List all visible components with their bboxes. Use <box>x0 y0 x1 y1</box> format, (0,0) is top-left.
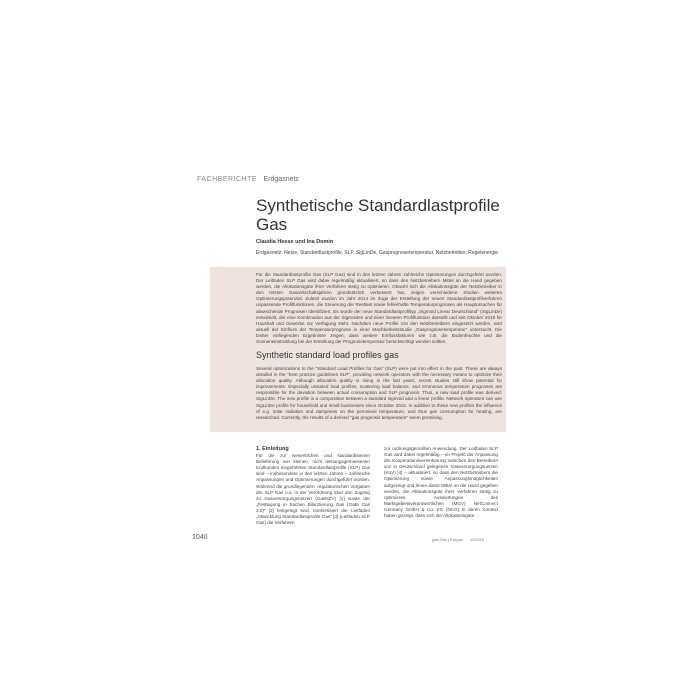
journal-name: gwf-Gas | Erdgas <box>432 537 463 542</box>
body-column-left <box>256 446 370 526</box>
article-authors: Claudia Hesse und Ina Domin <box>256 239 334 245</box>
page-number: 1040 <box>192 534 208 541</box>
abstract-german: Für die Standardlastprofile Gas (SLP Gas) sind in den letzten Jahren zahlreiche Optimierungen durchgeführt worden. Der Leitfaden SLP Gas wird dabei regelmäßig aktualisiert, so dass den Netzbetreibern Mittel an die Hand gegeben werden, die Allokationsgüte ihrer Verfahren stetig zu optimieren. Obwohl sich die Allokationsgüte der Netzbetreiber in den letzten Gaswirtschaftsjahren grundsätzlich verbessert hat, zeigen verschiedene Studien weiteren Optimierungspotenzial. Zuletzt wurden im Jahr 2014 im Zuge der Erstellung der neuen Standardlastprofilverfahren unpassende Profilfunktionen, die Steuerung der Restlast sowie fehlerhafte Temperaturprognosen als Hauptursachen für abweichende Prognosen identifiziert. Es wurde der neue Standardlastprofiltyp „Sigmoid Linear Deutschland“ (SigLinDe) entwickelt, der eine Kombination aus der Sigmoiden und einer linearen Profilfunktion darstellt und seit Oktober 2015 für Haushalt und Gewerbe zur Verfügung steht. Nachdem neue Profile von den Netzbetreibern eingesetzt werden, wird aktuell der Einfluss der Temperaturprognose in einer Machbarkeitsstudie „Gasprognosetemperatur“ untersucht. Die bisher vorliegenden Ergebnisse zeigen, dass weitere Einflussfaktoren wie z.B. die Bodenfeuchte und die Sonneneinstrahlung bei der Erstellung der Prognosetemperatur berücksichtigt werden sollten. <box>256 272 502 345</box>
body-text-left: Für die zur wesentlichen und standardisierten Belieferung von kleinen, nicht leistungsgemessenen Endkunden eingeführten Standardlastprofile (SLP) Gas sind – insbesondere in den letzten Jahren – zahlreiche Anpassungen und Optimierungen durchgeführt worden. Während die grundlegenden, regulatorischen Vorgaben der SLP Gas u.a. in der Verordnung über den Zugang zu Gasversorgungsnetzen (GasNZV) [1] sowie der „Festlegung in Sachen Bilanzierung Gas (GaBi Gas 2.0)“ [2] festgelegt sind, konkretisiert der Leitfaden „Abwicklung Standardlastprofile Gas“ [3] (Leitfaden SLP Gas) die Verfahren <box>256 453 370 526</box>
header-section: FACHBERICHTE <box>197 176 258 183</box>
article-title: Synthetische Standardlastprofile Gas <box>256 196 500 234</box>
header-subsection: Erdgasnetz <box>263 176 299 183</box>
body-column-right <box>384 446 498 519</box>
english-title: Synthetic standard load profiles gas <box>256 350 399 360</box>
article-keywords: Erdgasnetz, Netze, Standardlastprofile, SLP, SigLinDe, Gasprognosetemperatur, Netzbetreiber, Regelenergie <box>256 250 498 256</box>
journal-footer <box>432 537 490 542</box>
section-heading: 1. Einleitung <box>256 446 289 452</box>
running-header <box>197 176 299 183</box>
abstract-english: Several optimizations to the "Standard Load Profiles for Gas" (SLP) were put into effect in the past. These are always detailed in the "best practice guidelines SLP", providing network operators with the necessary means to optimize their allocation quality. Although allocation quality is rising in the last years, recent studies still show potential for improvements. Especially unsuited load profiles, scattering load balance, and erroneous temperature prognoses are responsible for the deviation between actual consumption and SLP prognosis. Thus, a new load profile was derived: SigLinDe. The new profile is a composition between a standard sigmoid and a linear profile. Network operators can use SigLinDe profile for household and small businesses since October 2015. In addition to these new profiles the influence of e.g. solar radiation and dampness on the perceived temperature, and thus gas consumption for heating, are researched. Currently, the results of a derived "gas prognosis temperature" seem promising. <box>256 366 502 420</box>
journal-issue: 11/2016 <box>469 537 485 542</box>
body-text-right: zur ordnungsgemäßen Anwendung. Der Leitfaden SLP Gas wird dabei regelmäßig – im Projekt der Anpassung der Kooperationsvereinbarung zwischen den Betreibern von in Deutschland gelegenen Gasversorgungsnetzen (KoV) [4] – aktualisiert, so dass den Netzbetreibern die Optimierung sowie Anpassungsmöglichkeiten aufgezeigt und ihnen damit Mittel an die Hand gegeben werden, die Allokationsgüte ihrer Verfahren stetig zu optimieren. Auswertungen des Marktgebietsverantwortlichen (MGV) NetConnect Germany GmbH & Co. KG (NCG) in deren Kontext haben gezeigt, dass sich die Allokationsgüte <box>384 446 498 519</box>
